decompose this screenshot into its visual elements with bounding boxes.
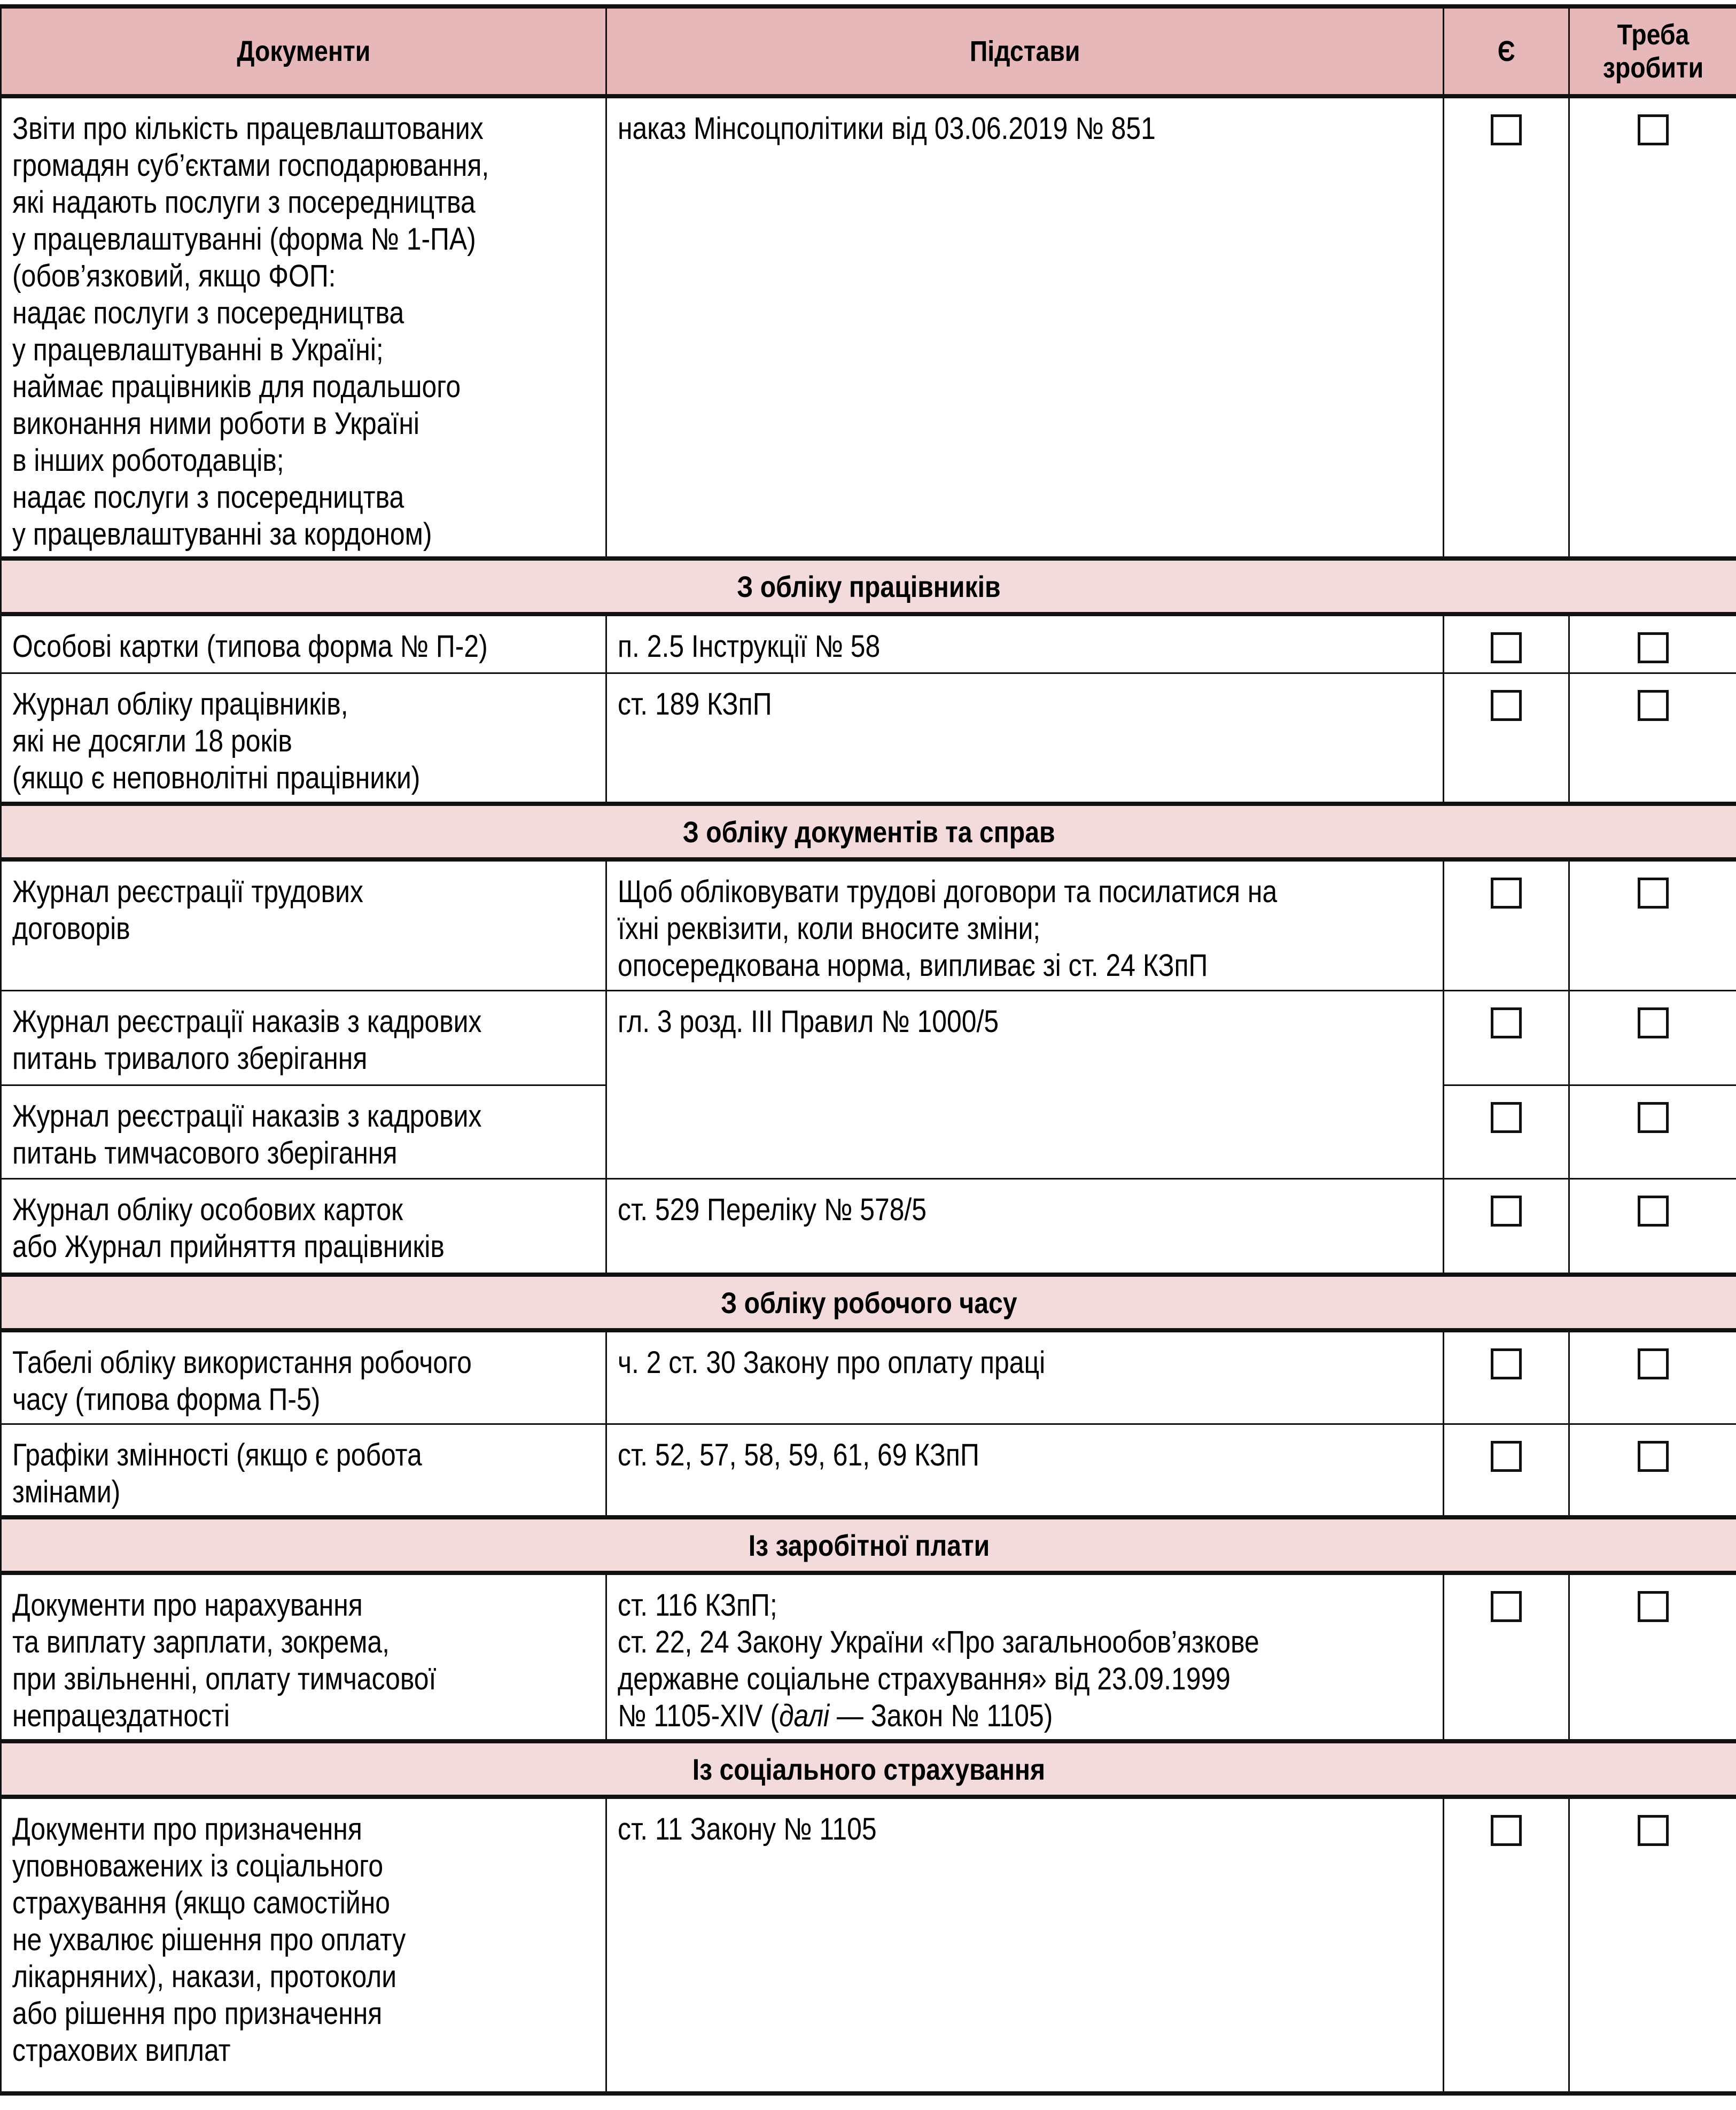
exists-checkbox[interactable] bbox=[1491, 632, 1522, 663]
exists-cell bbox=[1444, 1085, 1569, 1178]
grounds-text-post: — Закон № 1105) bbox=[829, 1698, 1053, 1733]
exists-checkbox[interactable] bbox=[1491, 1441, 1522, 1472]
grounds-cell: ст. 52, 57, 58, 59, 61, 69 КЗпП bbox=[606, 1424, 1444, 1517]
table-row bbox=[1, 990, 1736, 1085]
grounds-cell: ст. 189 КЗпП bbox=[606, 673, 1444, 804]
grounds-cell: гл. 3 розд. ІІІ Правил № 1000/5 bbox=[606, 990, 1444, 1178]
grounds-cell bbox=[606, 1573, 1444, 1741]
section-title: З обліку документів та справ bbox=[1, 804, 1736, 859]
todo-cell bbox=[1569, 1178, 1736, 1275]
exists-cell bbox=[1444, 673, 1569, 804]
table-row bbox=[1, 673, 1736, 804]
grounds-cell: п. 2.5 Інструкції № 58 bbox=[606, 614, 1444, 673]
exists-cell bbox=[1444, 1797, 1569, 2093]
todo-checkbox[interactable] bbox=[1638, 632, 1669, 663]
exists-checkbox[interactable] bbox=[1491, 690, 1522, 721]
todo-checkbox[interactable] bbox=[1638, 1196, 1669, 1227]
todo-cell bbox=[1569, 990, 1736, 1085]
exists-cell bbox=[1444, 1178, 1569, 1275]
exists-cell bbox=[1444, 859, 1569, 990]
exists-cell bbox=[1444, 1424, 1569, 1517]
header-grounds: Підстави bbox=[606, 6, 1444, 96]
todo-checkbox[interactable] bbox=[1638, 114, 1669, 145]
todo-cell bbox=[1569, 859, 1736, 990]
table-row bbox=[1, 1573, 1736, 1741]
todo-cell bbox=[1569, 1573, 1736, 1741]
todo-cell bbox=[1569, 96, 1736, 558]
grounds-cell: ч. 2 ст. 30 Закону про оплату праці bbox=[606, 1330, 1444, 1424]
section-title: Із соціального страхування bbox=[1, 1741, 1736, 1797]
document-cell: Журнал реєстрації трудових договорів bbox=[1, 859, 606, 990]
document-cell: Документи про нарахування та виплату зарплати, зокрема, при звільненні, оплату тимчасової непрацездатності bbox=[1, 1573, 606, 1741]
exists-checkbox[interactable] bbox=[1491, 1348, 1522, 1379]
document-cell: Журнал реєстрації наказів з кадрових питань тривалого зберігання bbox=[1, 990, 606, 1085]
section-title: Із заробітної плати bbox=[1, 1517, 1736, 1573]
exists-cell bbox=[1444, 1330, 1569, 1424]
documents-checklist-table bbox=[0, 4, 1736, 2096]
exists-checkbox[interactable] bbox=[1491, 1007, 1522, 1038]
header-exists: Є bbox=[1444, 6, 1569, 96]
todo-checkbox[interactable] bbox=[1638, 1591, 1669, 1622]
todo-cell bbox=[1569, 673, 1736, 804]
exists-checkbox[interactable] bbox=[1491, 114, 1522, 145]
grounds-cell: ст. 529 Переліку № 578/5 bbox=[606, 1178, 1444, 1275]
todo-checkbox[interactable] bbox=[1638, 690, 1669, 721]
exists-checkbox[interactable] bbox=[1491, 1196, 1522, 1227]
todo-cell bbox=[1569, 1424, 1736, 1517]
todo-checkbox[interactable] bbox=[1638, 1102, 1669, 1133]
section-header-working-time bbox=[1, 1275, 1736, 1330]
grounds-cell: Щоб обліковувати трудові договори та посилатися на їхні реквізити, коли вносите зміни; опосередкована норма, випливає зі ст. 24 КЗпП bbox=[606, 859, 1444, 990]
table-row bbox=[1, 1424, 1736, 1517]
table-header-row bbox=[1, 6, 1736, 96]
exists-checkbox[interactable] bbox=[1491, 878, 1522, 909]
document-cell: Журнал реєстрації наказів з кадрових питань тимчасового зберігання bbox=[1, 1085, 606, 1178]
section-header-employees bbox=[1, 558, 1736, 614]
table-row bbox=[1, 96, 1736, 558]
section-title: З обліку працівників bbox=[1, 558, 1736, 614]
section-header-social-insurance bbox=[1, 1741, 1736, 1797]
table-row bbox=[1, 614, 1736, 673]
todo-cell bbox=[1569, 614, 1736, 673]
document-cell: Графіки змінності (якщо є робота змінами) bbox=[1, 1424, 606, 1517]
exists-checkbox[interactable] bbox=[1491, 1815, 1522, 1846]
todo-cell bbox=[1569, 1797, 1736, 2093]
todo-checkbox[interactable] bbox=[1638, 1441, 1669, 1472]
grounds-text-pre: ст. 116 КЗпП; ст. 22, 24 Закону України «Про загальнообов’язкове державне соціальне страхування» від 23.09.1999 № 1105-XIV ( bbox=[618, 1588, 1259, 1733]
table-row bbox=[1, 1330, 1736, 1424]
section-header-documents bbox=[1, 804, 1736, 859]
document-cell: Журнал обліку особових карток або Журнал прийняття працівників bbox=[1, 1178, 606, 1275]
todo-checkbox[interactable] bbox=[1638, 1348, 1669, 1379]
exists-cell bbox=[1444, 96, 1569, 558]
section-header-wages bbox=[1, 1517, 1736, 1573]
grounds-cell: наказ Мінсоцполітики від 03.06.2019 № 851 bbox=[606, 96, 1444, 558]
table-row bbox=[1, 859, 1736, 990]
todo-checkbox[interactable] bbox=[1638, 1007, 1669, 1038]
table-row bbox=[1, 1797, 1736, 2093]
todo-cell bbox=[1569, 1330, 1736, 1424]
todo-cell bbox=[1569, 1085, 1736, 1178]
document-cell: Журнал обліку працівників, які не досягли 18 років (якщо є неповнолітні працівники) bbox=[1, 673, 606, 804]
exists-cell bbox=[1444, 990, 1569, 1085]
grounds-text-italic: далі bbox=[779, 1698, 830, 1733]
exists-checkbox[interactable] bbox=[1491, 1591, 1522, 1622]
exists-cell bbox=[1444, 1573, 1569, 1741]
header-documents: Документи bbox=[1, 6, 606, 96]
document-cell: Табелі обліку використання робочого часу (типова форма П-5) bbox=[1, 1330, 606, 1424]
table-row bbox=[1, 1178, 1736, 1275]
exists-checkbox[interactable] bbox=[1491, 1102, 1522, 1133]
document-cell: Звіти про кількість працевлаштованих громадян суб’єктами господарювання, які надають послуги з посередництва у працевлаштуванні (форма № 1-ПА) (обов’язковий, якщо ФОП: надає послуги з посередництва у працевлаштуванні в Україні; наймає працівників для подальшого виконання ними роботи в Україні в інших роботодавців; надає послуги з посередництва у працевлаштуванні за кордоном) bbox=[1, 96, 606, 558]
todo-checkbox[interactable] bbox=[1638, 878, 1669, 909]
grounds-cell: ст. 11 Закону № 1105 bbox=[606, 1797, 1444, 2093]
document-cell: Особові картки (типова форма № П-2) bbox=[1, 614, 606, 673]
todo-checkbox[interactable] bbox=[1638, 1815, 1669, 1846]
document-cell: Документи про призначення уповноважених із соціального страхування (якщо самостійно не ухвалює рішення про оплату лікарняних), накази, протоколи або рішення про призначення страхових виплат bbox=[1, 1797, 606, 2093]
section-title: З обліку робочого часу bbox=[1, 1275, 1736, 1330]
exists-cell bbox=[1444, 614, 1569, 673]
header-todo: Треба зробити bbox=[1569, 6, 1736, 96]
